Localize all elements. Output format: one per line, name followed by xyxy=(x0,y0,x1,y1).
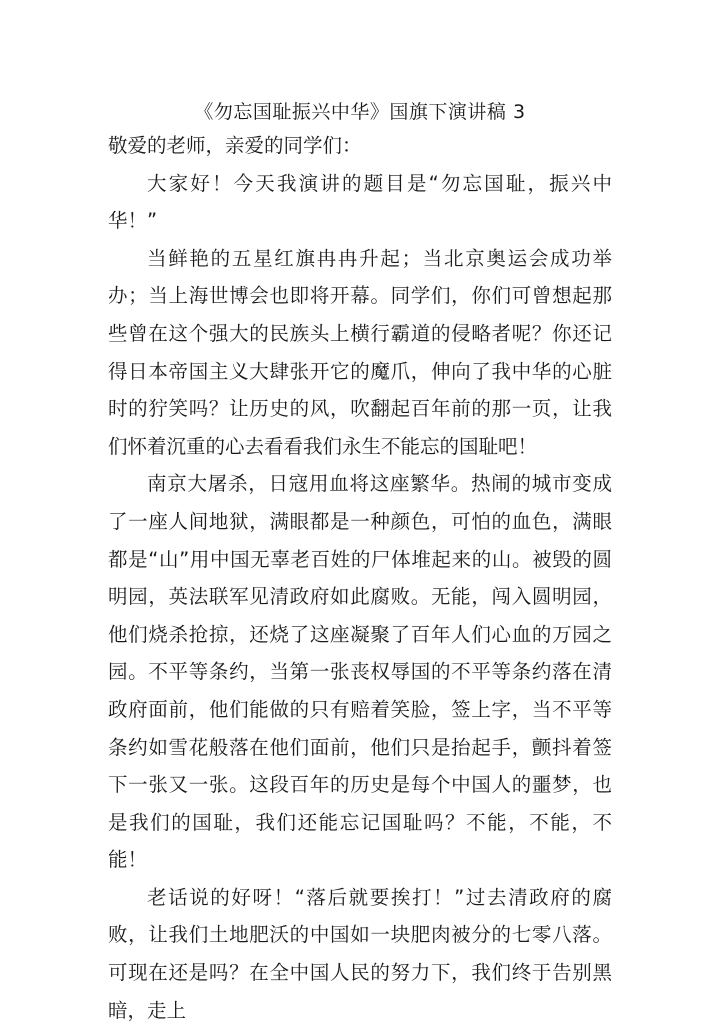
paragraph-flag-rising: 当鲜艳的五星红旗冉冉升起；当北京奥运会成功举办；当上海世博会也即将开幕。同学们，你们可曾想起那些曾在这个强大的民族头上横行霸道的侵略者呢？你还记得日本帝国主义大肆张开它的魔爪，伸向了我中华的心脏时的狞笑吗？让历史的风，吹翻起百年前的那一页，让我们怀着沉重的心去看看我们永生不能忘的国耻吧！ xyxy=(108,246,612,458)
document-body xyxy=(108,127,612,1029)
greeting-line: 敬爱的老师，亲爱的同学们： xyxy=(108,134,362,157)
paragraph-intro: 大家好！今天我演讲的题目是“勿忘国耻，振兴中华！” xyxy=(108,171,612,233)
document-title: 《勿忘国耻振兴中华》国旗下演讲稿 3 xyxy=(194,101,526,123)
paragraph-nanjing-massacre: 南京大屠杀，日寇用血将这座繁华。热闹的城市变成了一座人间地狱，满眼都是一种颜色，可怕的血色，满眼都是“山”用中国无辜老百姓的尸体堆起来的山。被毁的圆明园，英法联军见清政府如此腐败。无能，闯入圆明园，他们烧杀抢掠，还烧了这座凝聚了百年人们心血的万园之园。不平等条约，当第一张丧权辱国的不平等条约落在清政府面前，他们能做的只有赔着笑脸，签上字，当不平等条约如雪花般落在他们面前，他们只是抬起手，颤抖着签下一张又一张。这段百年的历史是每个中国人的噩梦，也是我们的国耻，我们还能忘记国耻吗？不能，不能，不能！ xyxy=(108,472,612,872)
paragraph-old-saying: 老话说的好呀！“落后就要挨打！”过去清政府的腐败，让我们土地肥沃的中国如一块肥肉被分的七零八落。可现在还是吗？在全中国人民的努力下，我们终于告别黑暗，走上 xyxy=(108,885,612,1022)
